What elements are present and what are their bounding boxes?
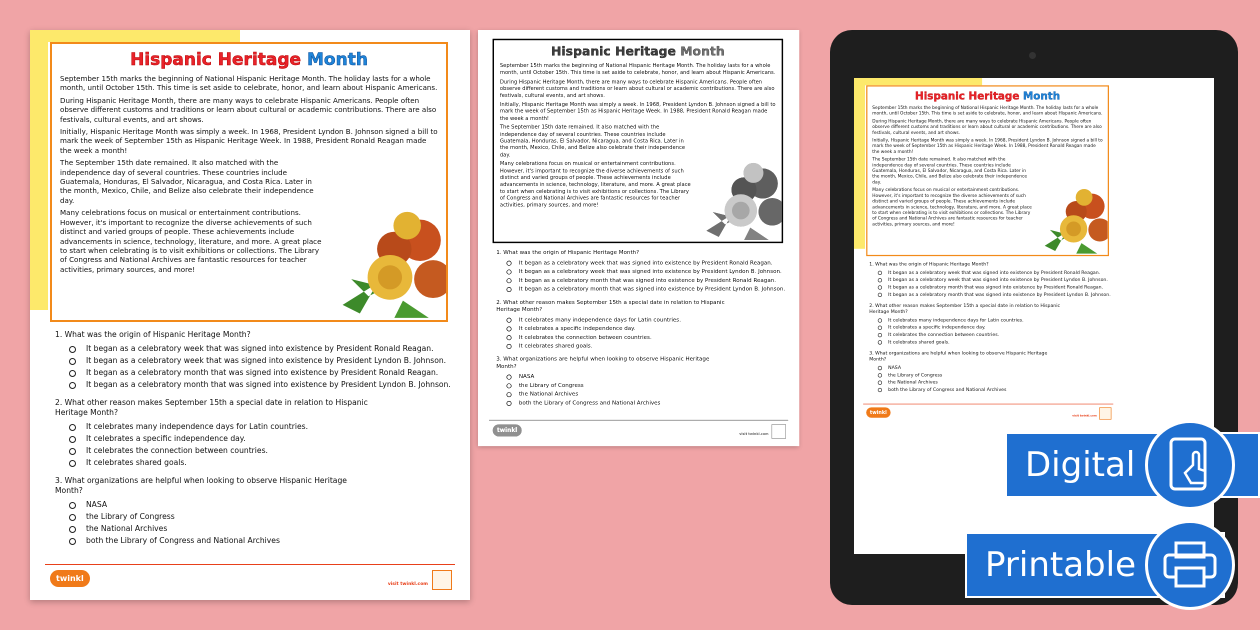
twinkl-logo: twinkl bbox=[493, 424, 522, 436]
paragraph: The September 15th date remained. It also matched with the independence day of several countries. These countries include Guatemala, Honduras, El Salvador, Nicaragua, and Costa Rica. Later in the month, Mexico, Chile, and Belize also celebrate their independence day. bbox=[60, 158, 314, 205]
radio-button[interactable] bbox=[506, 344, 511, 349]
paragraph: September 15th marks the beginning of National Hispanic Heritage Month. The holiday lasts for a whole month, until October 15th. This time is set aside to celebrate, honor, and learn about Hispanic Americans. bbox=[872, 104, 1103, 117]
radio-button[interactable] bbox=[878, 366, 882, 370]
paragraph: September 15th marks the beginning of National Hispanic Heritage Month. The holiday lasts for a whole month, until October 15th. This time is set aside to celebrate, honor, and learn about Hispanic Americans. bbox=[60, 74, 438, 93]
radio-button[interactable] bbox=[506, 383, 511, 388]
paragraph: During Hispanic Heritage Month, there are many ways to celebrate Hispanic Americans. People often observe different customs and traditions or learn about cultural or academic contributions. There are also festivals, cultural events, and art shows. bbox=[872, 118, 1102, 136]
twinkl-badge-icon bbox=[1099, 407, 1111, 419]
yellow-decoration bbox=[478, 30, 491, 234]
answer-option[interactable] bbox=[69, 379, 455, 391]
digital-tag: Digital bbox=[1005, 432, 1260, 498]
radio-button[interactable] bbox=[878, 270, 882, 274]
footer-divider bbox=[863, 404, 1113, 405]
answer-label: It celebrates a specific independence day. bbox=[888, 324, 986, 330]
answer-label: both the Library of Congress and National Archives bbox=[86, 536, 280, 545]
radio-button[interactable] bbox=[69, 526, 76, 533]
radio-button[interactable] bbox=[69, 514, 76, 521]
answer-label: both the Library of Congress and National Archives bbox=[518, 399, 661, 406]
questions-section bbox=[496, 249, 788, 413]
radio-button[interactable] bbox=[506, 374, 511, 379]
answer-label: It began as a celebratory week that was signed into existence by President Lyndon B. Johnson. bbox=[86, 356, 447, 365]
radio-button[interactable] bbox=[506, 269, 511, 274]
radio-button[interactable] bbox=[506, 317, 511, 322]
footer-divider bbox=[489, 420, 788, 421]
radio-button[interactable] bbox=[69, 358, 76, 365]
title-accent: Month bbox=[1022, 90, 1061, 103]
question bbox=[55, 330, 455, 391]
radio-button[interactable] bbox=[69, 460, 76, 467]
paragraph: The September 15th date remained. It also matched with the independence day of several countries. These countries include Guatemala, Honduras, El Salvador, Nicaragua, and Costa Rica. Later in the month, Mexico, Chile, and Belize also celebrate their independence day. bbox=[499, 123, 686, 158]
worksheet-title bbox=[60, 50, 438, 70]
answer-option[interactable] bbox=[878, 331, 1113, 338]
answer-option[interactable] bbox=[506, 315, 788, 324]
question bbox=[496, 299, 788, 351]
answer-option[interactable] bbox=[878, 371, 1113, 378]
answer-option[interactable] bbox=[878, 364, 1113, 371]
answer-label: It began as a celebratory month that was signed into existence by President Ronald Reagan. bbox=[888, 284, 1104, 290]
answer-label: It celebrates a specific independence day. bbox=[86, 434, 246, 443]
radio-button[interactable] bbox=[69, 502, 76, 509]
paragraph: During Hispanic Heritage Month, there are many ways to celebrate Hispanic Americans. People often observe different customs and traditions or learn about cultural or academic contributions. There are also festivals, cultural events, and art shows. bbox=[60, 95, 437, 124]
answer-option[interactable] bbox=[878, 291, 1113, 298]
answer-label: It celebrates the connection between countries. bbox=[86, 446, 268, 455]
worksheet-title bbox=[500, 45, 776, 60]
title-main: Hispanic Heritage bbox=[915, 90, 1020, 103]
questions-section bbox=[55, 330, 455, 554]
paragraph: Many celebrations focus on musical or entertainment contributions. However, it's important to recognize the diverse achievements of such distinct and varied groups of people. These achievements include advancements in science, technology, literature, and more. A great place to start when celebrating is to visit exhibitions or collections. The Library of Congress and National Archives are fantastic resources for teacher activities, primary sources, and more! bbox=[872, 186, 1032, 227]
answer-label: It began as a celebratory week that was signed into existence by President Ronald Reagan. bbox=[86, 344, 434, 353]
radio-button[interactable] bbox=[69, 346, 76, 353]
answer-option[interactable] bbox=[69, 523, 455, 535]
answer-option[interactable] bbox=[506, 267, 788, 276]
answer-label: It celebrates a specific independence day. bbox=[518, 324, 636, 332]
footer-divider bbox=[45, 564, 455, 565]
yellow-decoration bbox=[854, 78, 982, 85]
radio-button[interactable] bbox=[878, 318, 882, 322]
answer-label: It began as a celebratory week that was signed into existence by President Ronald Reagan. bbox=[518, 259, 773, 266]
answer-option[interactable] bbox=[69, 433, 455, 445]
worksheet-title bbox=[872, 90, 1103, 102]
answer-label: NASA bbox=[888, 364, 901, 371]
answer-label: both the Library of Congress and National Archives bbox=[888, 386, 1007, 393]
answer-label: It began as a celebratory month that was signed into existence by President Lyndon B. Johnson. bbox=[86, 380, 451, 389]
question bbox=[869, 350, 1113, 393]
answer-option[interactable] bbox=[878, 379, 1113, 386]
question bbox=[869, 261, 1113, 298]
radio-button[interactable] bbox=[878, 325, 882, 329]
answer-option[interactable] bbox=[506, 285, 788, 294]
worksheet-page-color bbox=[30, 30, 470, 600]
answer-label: It celebrates the connection between countries. bbox=[518, 333, 652, 341]
questions-section bbox=[869, 261, 1113, 398]
marigold-illustration bbox=[334, 208, 446, 320]
answer-option[interactable] bbox=[69, 355, 455, 367]
worksheet-page-digital bbox=[854, 78, 1122, 426]
answer-option[interactable] bbox=[878, 324, 1113, 331]
answer-label: the Library of Congress bbox=[888, 372, 943, 378]
question bbox=[55, 476, 455, 547]
radio-button[interactable] bbox=[878, 278, 882, 282]
radio-button[interactable] bbox=[69, 382, 76, 389]
yellow-decoration bbox=[30, 30, 240, 42]
answer-option[interactable] bbox=[878, 284, 1113, 291]
radio-button[interactable] bbox=[506, 400, 511, 405]
answer-option[interactable] bbox=[506, 258, 788, 267]
twinkl-badge-icon bbox=[432, 570, 452, 590]
answer-option[interactable] bbox=[506, 390, 788, 399]
answer-label: It celebrates many independence days for Latin countries. bbox=[888, 317, 1024, 323]
answer-option[interactable] bbox=[506, 399, 788, 408]
question-text: 1. What was the origin of Hispanic Heritage Month? bbox=[869, 261, 989, 267]
answer-label: It celebrates shared goals. bbox=[518, 342, 593, 350]
title-main: Hispanic Heritage bbox=[130, 50, 302, 70]
answer-option[interactable] bbox=[878, 276, 1113, 283]
answer-label: It began as a celebratory week that was signed into existence by President Ronald Reagan. bbox=[888, 269, 1101, 276]
answer-option[interactable] bbox=[506, 372, 788, 381]
answer-label: the National Archives bbox=[888, 379, 938, 385]
answer-option[interactable] bbox=[878, 317, 1113, 324]
answer-label: It began as a celebratory month that was signed into existence by President Lyndon B. Johnson. bbox=[518, 285, 786, 293]
yellow-decoration bbox=[478, 30, 631, 39]
title-accent: Month bbox=[307, 50, 368, 70]
footer-url: visit twinkl.com bbox=[1072, 414, 1097, 418]
answer-option[interactable] bbox=[506, 333, 788, 342]
answer-label: the National Archives bbox=[518, 390, 579, 398]
paragraph: During Hispanic Heritage Month, there are many ways to celebrate Hispanic Americans. People often observe different customs and traditions or learn about cultural or academic contributions. There are also festivals, cultural events, and art shows. bbox=[499, 78, 775, 99]
answer-option[interactable] bbox=[69, 511, 455, 523]
answer-label: It celebrates the connection between countries. bbox=[888, 331, 1000, 338]
radio-button[interactable] bbox=[69, 448, 76, 455]
answer-label: It celebrates many independence days for Latin countries. bbox=[518, 316, 681, 323]
answer-option[interactable] bbox=[506, 381, 788, 390]
tablet-device bbox=[830, 30, 1238, 605]
answer-option[interactable] bbox=[69, 421, 455, 433]
question bbox=[496, 249, 788, 294]
reading-passage-box bbox=[50, 42, 448, 322]
worksheet-page-bw bbox=[478, 30, 799, 446]
answer-option[interactable] bbox=[69, 367, 455, 379]
question bbox=[869, 302, 1113, 345]
paragraph: Many celebrations focus on musical or entertainment contributions. However, it's important to recognize the diverse achievements of such distinct and varied groups of people. These achievements include advancements in science, technology, literature, and more. A great place to start when celebrating is to visit exhibitions or collections. The Library of Congress and National Archives are fantastic resources for teacher activities, primary sources, and more! bbox=[60, 208, 322, 274]
radio-button[interactable] bbox=[506, 392, 511, 397]
camera-icon bbox=[1029, 52, 1036, 59]
answer-option[interactable] bbox=[506, 342, 788, 351]
answer-label: It began as a celebratory week that was signed into existence by President Lyndon B. Johnson. bbox=[888, 276, 1108, 283]
answer-label: It began as a celebratory month that was signed into existence by President Ronald Reagan. bbox=[518, 276, 777, 284]
question bbox=[55, 398, 455, 469]
answer-label: NASA bbox=[86, 500, 108, 509]
answer-option[interactable] bbox=[69, 343, 455, 355]
answer-label: It celebrates shared goals. bbox=[86, 458, 187, 467]
question-text: 2. What other reason makes September 15th a special date in relation to Hispanic Heritage Month? bbox=[496, 298, 725, 313]
answer-option[interactable] bbox=[506, 276, 788, 285]
radio-button[interactable] bbox=[878, 388, 882, 392]
question-text: 2. What other reason makes September 15th a special date in relation to Hispanic Heritage Month? bbox=[55, 398, 368, 417]
question-text: 2. What other reason makes September 15th a special date in relation to Hispanic Heritage Month? bbox=[869, 302, 1061, 315]
yellow-decoration bbox=[854, 78, 865, 249]
question bbox=[496, 356, 788, 408]
paragraph: September 15th marks the beginning of National Hispanic Heritage Month. The holiday lasts for a whole month, until October 15th. This time is set aside to celebrate, honor, and learn about Hispanic Americans. bbox=[499, 62, 776, 76]
radio-button[interactable] bbox=[69, 436, 76, 443]
answer-label: It began as a celebratory week that was signed into existence by President Lyndon B. Johnson. bbox=[518, 267, 782, 275]
tablet-touch-icon bbox=[1145, 420, 1235, 510]
radio-button[interactable] bbox=[878, 292, 882, 296]
answer-option[interactable] bbox=[506, 324, 788, 333]
radio-button[interactable] bbox=[69, 538, 76, 545]
answer-option[interactable] bbox=[878, 269, 1113, 276]
title-main: Hispanic Heritage bbox=[551, 44, 676, 60]
footer-url: visit twinkl.com bbox=[739, 432, 769, 437]
marigold-illustration bbox=[1039, 187, 1107, 255]
answer-label: It celebrates many independence days for Latin countries. bbox=[86, 422, 309, 431]
radio-button[interactable] bbox=[878, 373, 882, 377]
radio-button[interactable] bbox=[506, 278, 511, 283]
radio-button[interactable] bbox=[878, 285, 882, 289]
paragraph: The September 15th date remained. It also matched with the independence day of several countries. These countries include Guatemala, Honduras, El Salvador, Nicaragua, and Costa Rica. Later in the month, Mexico, Chile, and Belize also celebrate their independence day. bbox=[872, 156, 1027, 185]
paragraph: Initially, Hispanic Heritage Month was simply a week. In 1968, President Lyndon B. Johnson signed a bill to mark the week of September 15th as Hispanic Heritage Week. In 1988, President Ronald Reagan made the week a month! bbox=[872, 137, 1103, 155]
answer-option[interactable] bbox=[69, 457, 455, 469]
answer-label: the National Archives bbox=[86, 524, 168, 533]
answer-label: NASA bbox=[518, 373, 535, 380]
twinkl-logo: twinkl bbox=[50, 570, 90, 587]
twinkl-badge-icon bbox=[771, 424, 786, 439]
question-text: 3. What organizations are helpful when looking to observe Hispanic Heritage Month? bbox=[55, 476, 347, 495]
radio-button[interactable] bbox=[506, 335, 511, 340]
answer-option[interactable] bbox=[69, 535, 455, 547]
question-text: 3. What organizations are helpful when looking to observe Hispanic Heritage Month? bbox=[496, 355, 710, 370]
printer-icon bbox=[1145, 520, 1235, 610]
radio-button[interactable] bbox=[506, 260, 511, 265]
radio-button[interactable] bbox=[878, 333, 882, 337]
answer-option[interactable] bbox=[69, 499, 455, 511]
paragraph: Initially, Hispanic Heritage Month was simply a week. In 1968, President Lyndon B. Johnson signed a bill to mark the week of September 15th as Hispanic Heritage Week. In 1988, President Ronald Reagan made the week a month! bbox=[60, 127, 438, 155]
radio-button[interactable] bbox=[878, 340, 882, 344]
radio-button[interactable] bbox=[69, 370, 76, 377]
question-text: 1. What was the origin of Hispanic Heritage Month? bbox=[55, 330, 251, 339]
reading-passage-box bbox=[493, 39, 784, 243]
radio-button[interactable] bbox=[878, 380, 882, 384]
answer-option[interactable] bbox=[878, 386, 1113, 393]
yellow-decoration bbox=[30, 30, 48, 310]
radio-button[interactable] bbox=[506, 287, 511, 292]
answer-option[interactable] bbox=[878, 338, 1113, 345]
answer-label: the Library of Congress bbox=[86, 512, 175, 521]
twinkl-logo: twinkl bbox=[866, 407, 890, 417]
answer-label: the Library of Congress bbox=[518, 381, 584, 389]
answer-label: It began as a celebratory month that was signed into existence by President Lyndon B. Johnson. bbox=[888, 291, 1111, 297]
radio-button[interactable] bbox=[69, 424, 76, 431]
marigold-illustration bbox=[700, 160, 782, 242]
footer-url: visit twinkl.com bbox=[387, 582, 428, 587]
answer-label: It celebrates shared goals. bbox=[888, 339, 950, 345]
title-accent: Month bbox=[680, 44, 725, 60]
answer-option[interactable] bbox=[69, 445, 455, 457]
answer-label: It began as a celebratory month that was signed into existence by President Ronald Reagan. bbox=[86, 368, 439, 377]
reading-passage-box bbox=[866, 85, 1109, 256]
question-text: 3. What organizations are helpful when looking to observe Hispanic Heritage Month? bbox=[869, 350, 1048, 362]
radio-button[interactable] bbox=[506, 326, 511, 331]
question-text: 1. What was the origin of Hispanic Heritage Month? bbox=[496, 249, 640, 256]
printable-tag: Printable bbox=[965, 532, 1225, 598]
paragraph: Many celebrations focus on musical or entertainment contributions. However, it's important to recognize the diverse achievements of such distinct and varied groups of people. These achievements include advancements in science, technology, literature, and more. A great place to start when celebrating is to visit exhibitions or collections. The Library of Congress and National Archives are fantastic resources for teacher activities, primary sources, and more! bbox=[499, 160, 691, 208]
paragraph: Initially, Hispanic Heritage Month was simply a week. In 1968, President Lyndon B. Johnson signed a bill to mark the week of September 15th as Hispanic Heritage Week. In 1988, President Ronald Reagan made the week a month! bbox=[499, 100, 776, 122]
